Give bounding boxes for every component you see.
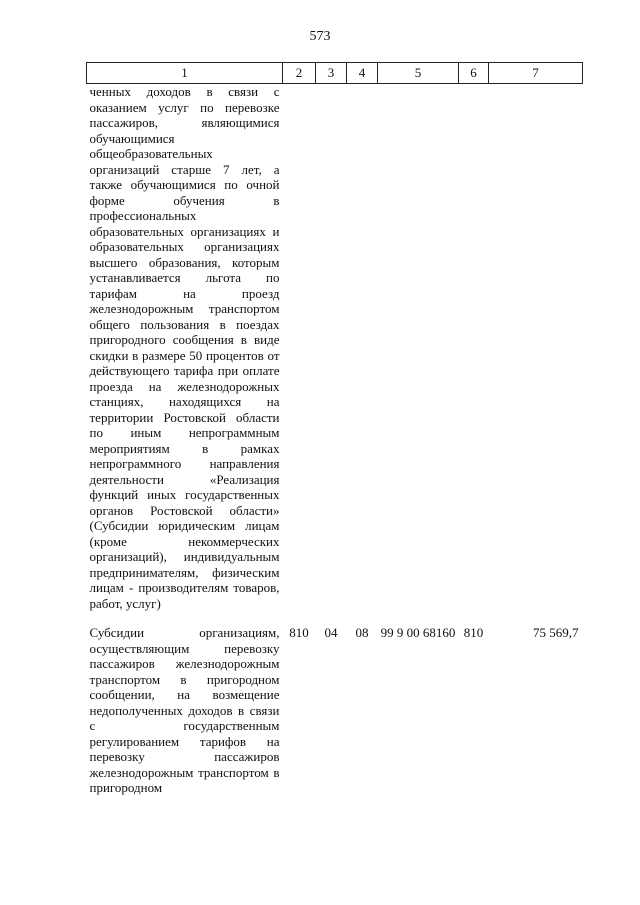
column-header: 7 bbox=[489, 63, 583, 84]
cell-col-3 bbox=[316, 84, 347, 612]
cell-col-5 bbox=[378, 84, 459, 612]
page-number: 573 bbox=[309, 29, 331, 44]
cell-col-7 bbox=[489, 84, 583, 612]
cell-col-5: 99 9 00 68160 bbox=[380, 625, 456, 640]
cell-col-4 bbox=[347, 84, 378, 612]
row-description: ченных доходов в связи с оказанием услуг по перевозке пассажиров, являющимися обучающимися общеобразовательных организаций старше 7 лет, а также обучающимися по очной форме обучения в профессиональных образовательных организациях и образовательных организациях высшего образования, которым устанавливается льгота по тарифам на проезд железнодорожным транспортом общего пользования в поездах пригородного сообщения в виде скидки в размере 50 процентов от действующего тарифа при оплате проезда на железнодорожных станциях, находящихся на территории Ростовской области по иным непрограммным мероприятиям в рамках непрограммного направления деятельности «Реализация функций иных государственных органов Ростовской области» (Субсидии юридическим лицам (кроме некоммерческих организаций), индивидуальным предпринимателям, физическим лицам - производителям товаров, работ, услуг) bbox=[89, 84, 280, 611]
column-header: 6 bbox=[459, 63, 489, 84]
table-row bbox=[87, 84, 583, 612]
cell-col-2 bbox=[283, 84, 316, 612]
cell-col-2: 810 bbox=[289, 625, 309, 640]
column-header: 2 bbox=[283, 63, 316, 84]
table-row bbox=[87, 625, 583, 796]
cell-col-6 bbox=[459, 84, 489, 612]
column-header: 5 bbox=[378, 63, 459, 84]
column-header: 4 bbox=[347, 63, 378, 84]
row-spacer bbox=[87, 611, 583, 625]
cell-col-6: 810 bbox=[463, 625, 484, 640]
column-header: 1 bbox=[87, 63, 283, 84]
cell-col-4: 08 bbox=[355, 625, 369, 640]
column-header: 3 bbox=[316, 63, 347, 84]
row-description: Субсидии организациям, осуществляющим перевозку пассажиров железнодорожным транспортом в пригородном сообщении, на возмещение недополученных доходов в связи с государственным регулированием тарифов на перевозку пассажиров железнодорожным транспортом в пригородном bbox=[89, 625, 280, 795]
budget-table bbox=[86, 62, 583, 796]
table-header-row bbox=[87, 63, 583, 84]
cell-col-3: 04 bbox=[324, 625, 338, 640]
cell-col-7: 75 569,7 bbox=[533, 625, 579, 640]
